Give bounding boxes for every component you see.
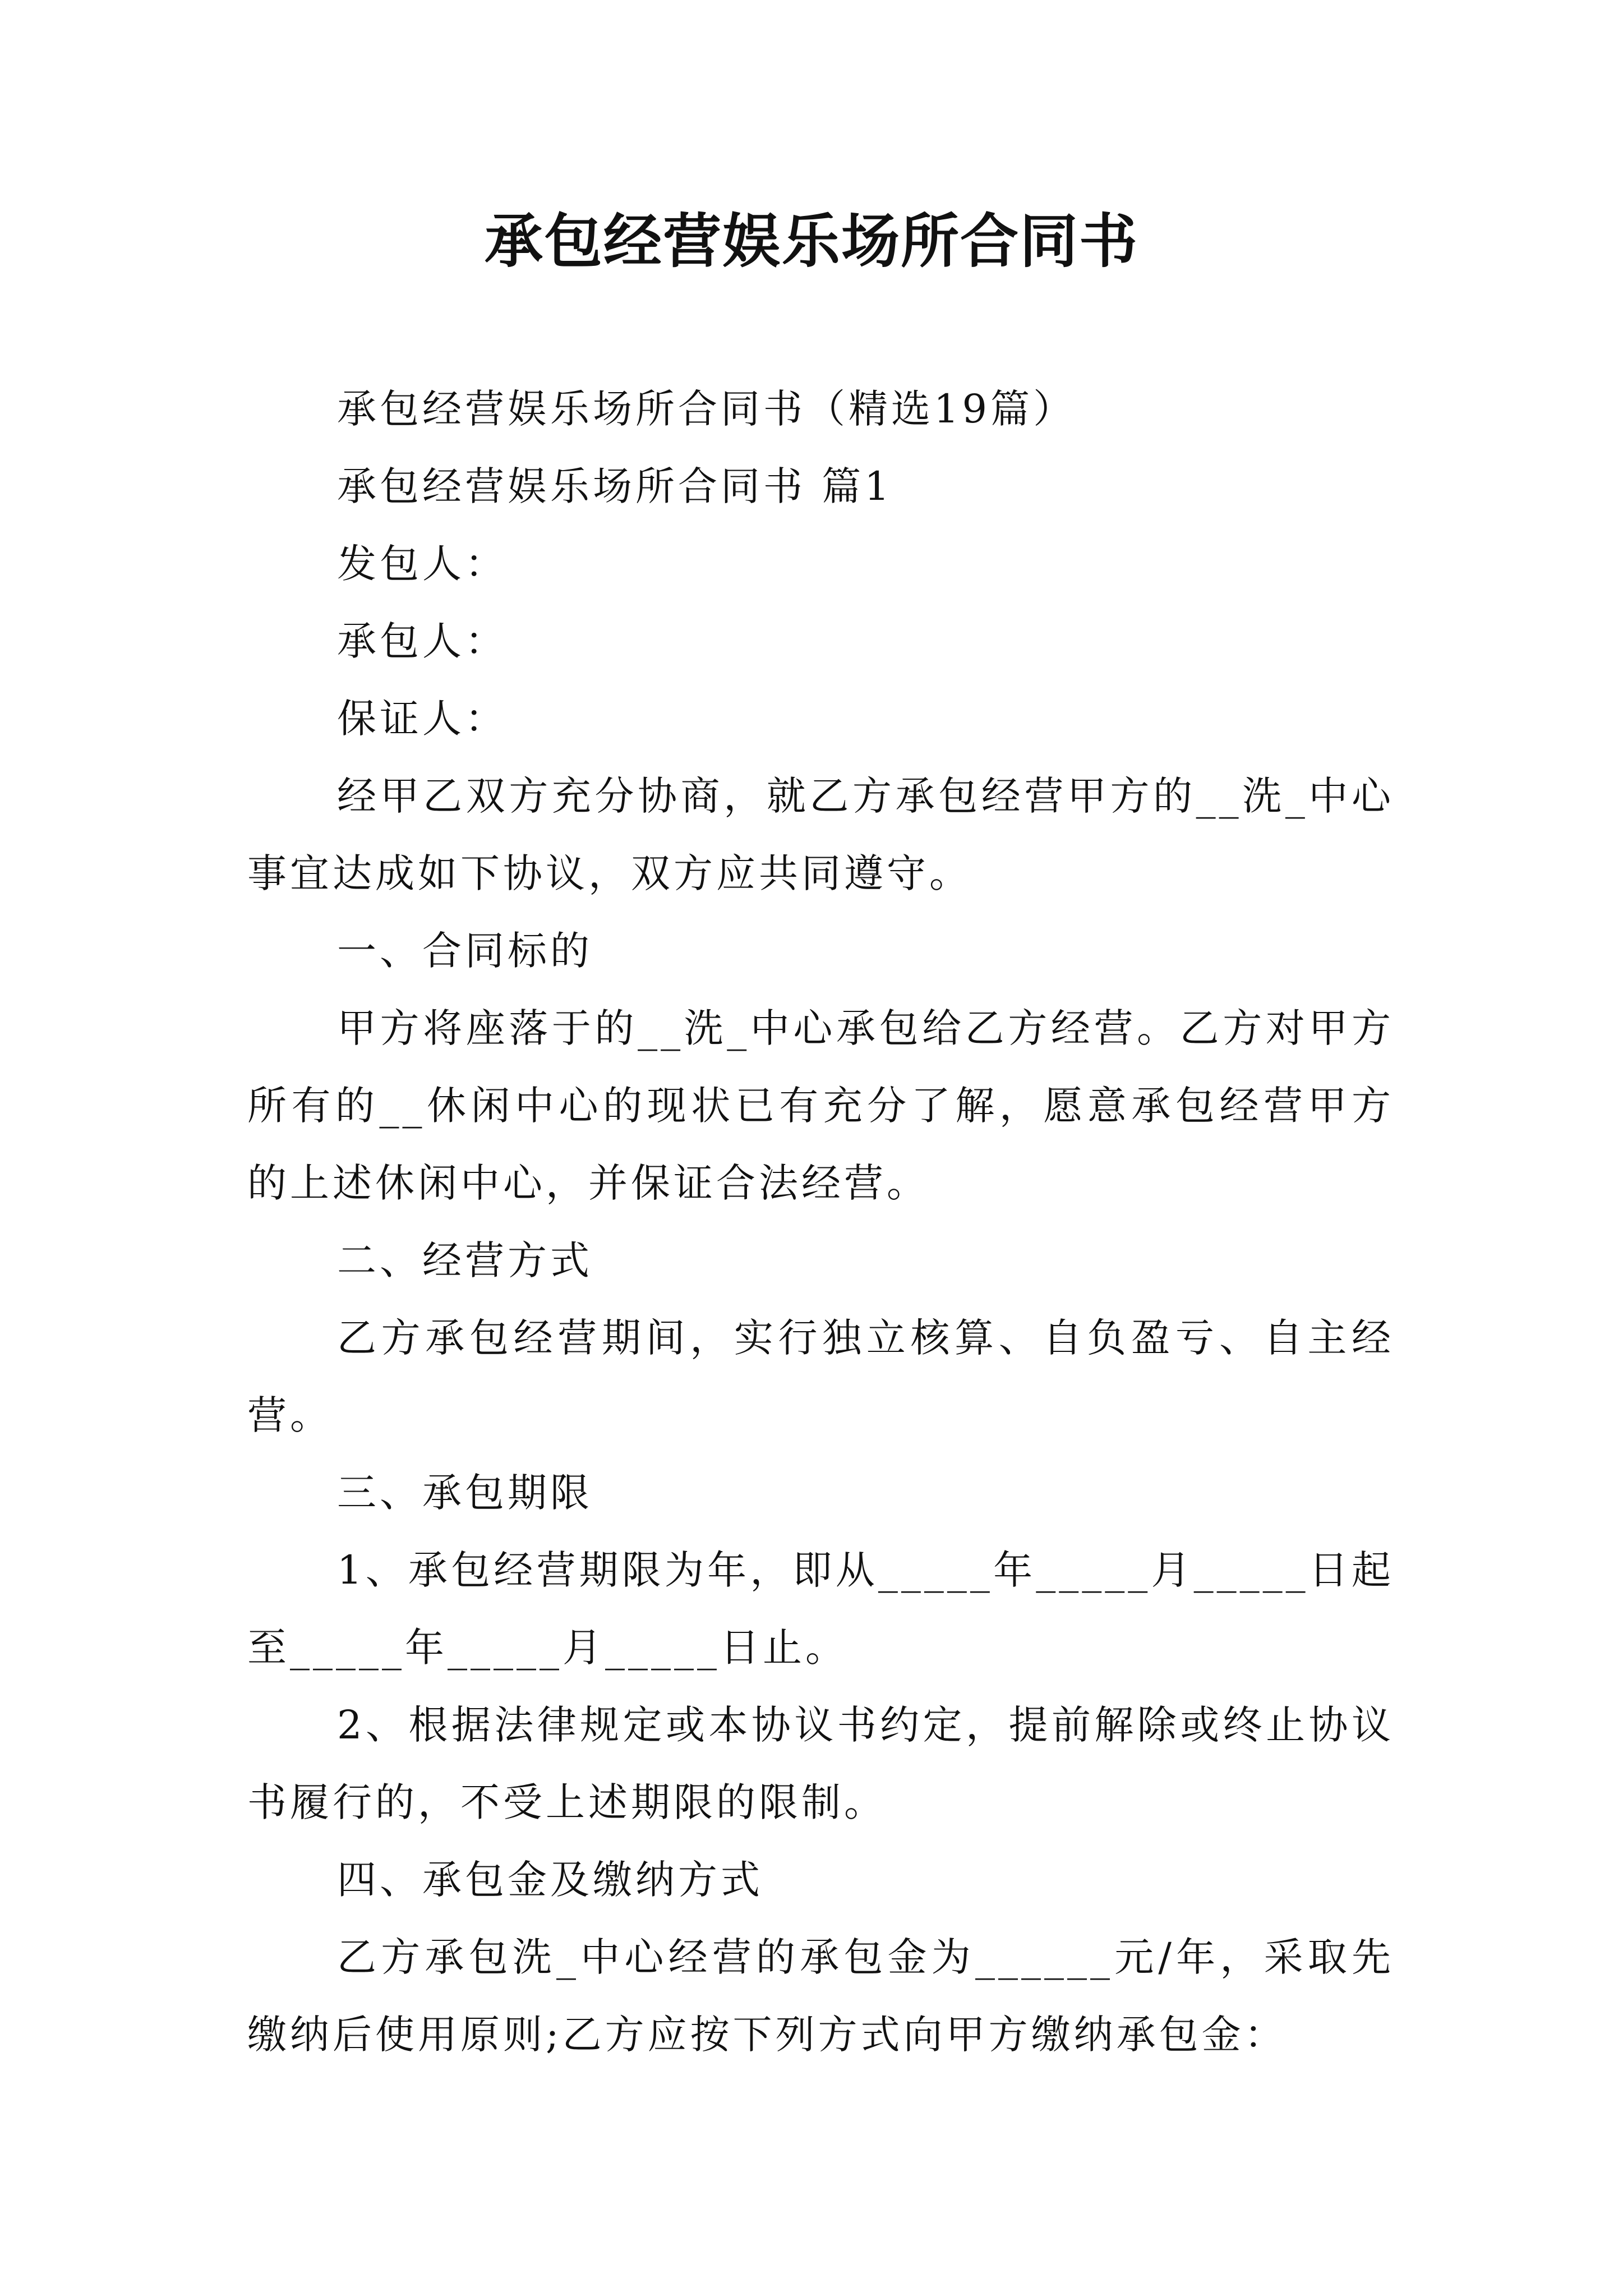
paragraph-contractee: 承包人： [337, 618, 508, 664]
paragraph-guarantor: 保证人： [337, 696, 508, 742]
paragraph-heading-1: 一、合同标的 [337, 928, 593, 974]
paragraph-contractor: 发包人： [337, 541, 508, 587]
paragraph-section-heading: 承包经营娱乐场所合同书 篇1 [337, 463, 893, 509]
paragraph-subtitle: 承包经营娱乐场所合同书（精选19篇） [337, 386, 1076, 432]
paragraph-clause-1: 甲方将座落于的__洗_中心承包给乙方经营。乙方对甲方所有的__休闲中心的现状已有充分了解，愿意承包经营甲方的上述休闲中心，并保证合法经营。 [247, 1005, 1394, 1206]
paragraph-clause-3-1: 1、承包经营期限为年，即从_____年_____月_____日起至_____年_____月_____日止。 [247, 1547, 1394, 1671]
paragraph-clause-4: 乙方承包洗_中心经营的承包金为______元/年，采取先缴纳后使用原则;乙方应按下列方式向甲方缴纳承包金： [247, 1934, 1394, 2058]
paragraph-heading-3: 三、承包期限 [337, 1470, 593, 1516]
paragraph-clause-3-2: 2、根据法律规定或本协议书约定，提前解除或终止协议书履行的，不受上述期限的限制。 [247, 1702, 1394, 1825]
paragraph-heading-4: 四、承包金及缴纳方式 [337, 1857, 763, 1903]
document-body [247, 370, 1394, 2073]
paragraph-heading-2: 二、经营方式 [337, 1237, 593, 1283]
document-title: 承包经营娱乐场所合同书 [484, 206, 1138, 275]
paragraph-clause-2: 乙方承包经营期间，实行独立核算、自负盈亏、自主经营。 [247, 1315, 1394, 1438]
paragraph-preamble: 经甲乙双方充分协商，就乙方承包经营甲方的__洗_中心事宜达成如下协议，双方应共同遵守。 [247, 773, 1394, 896]
